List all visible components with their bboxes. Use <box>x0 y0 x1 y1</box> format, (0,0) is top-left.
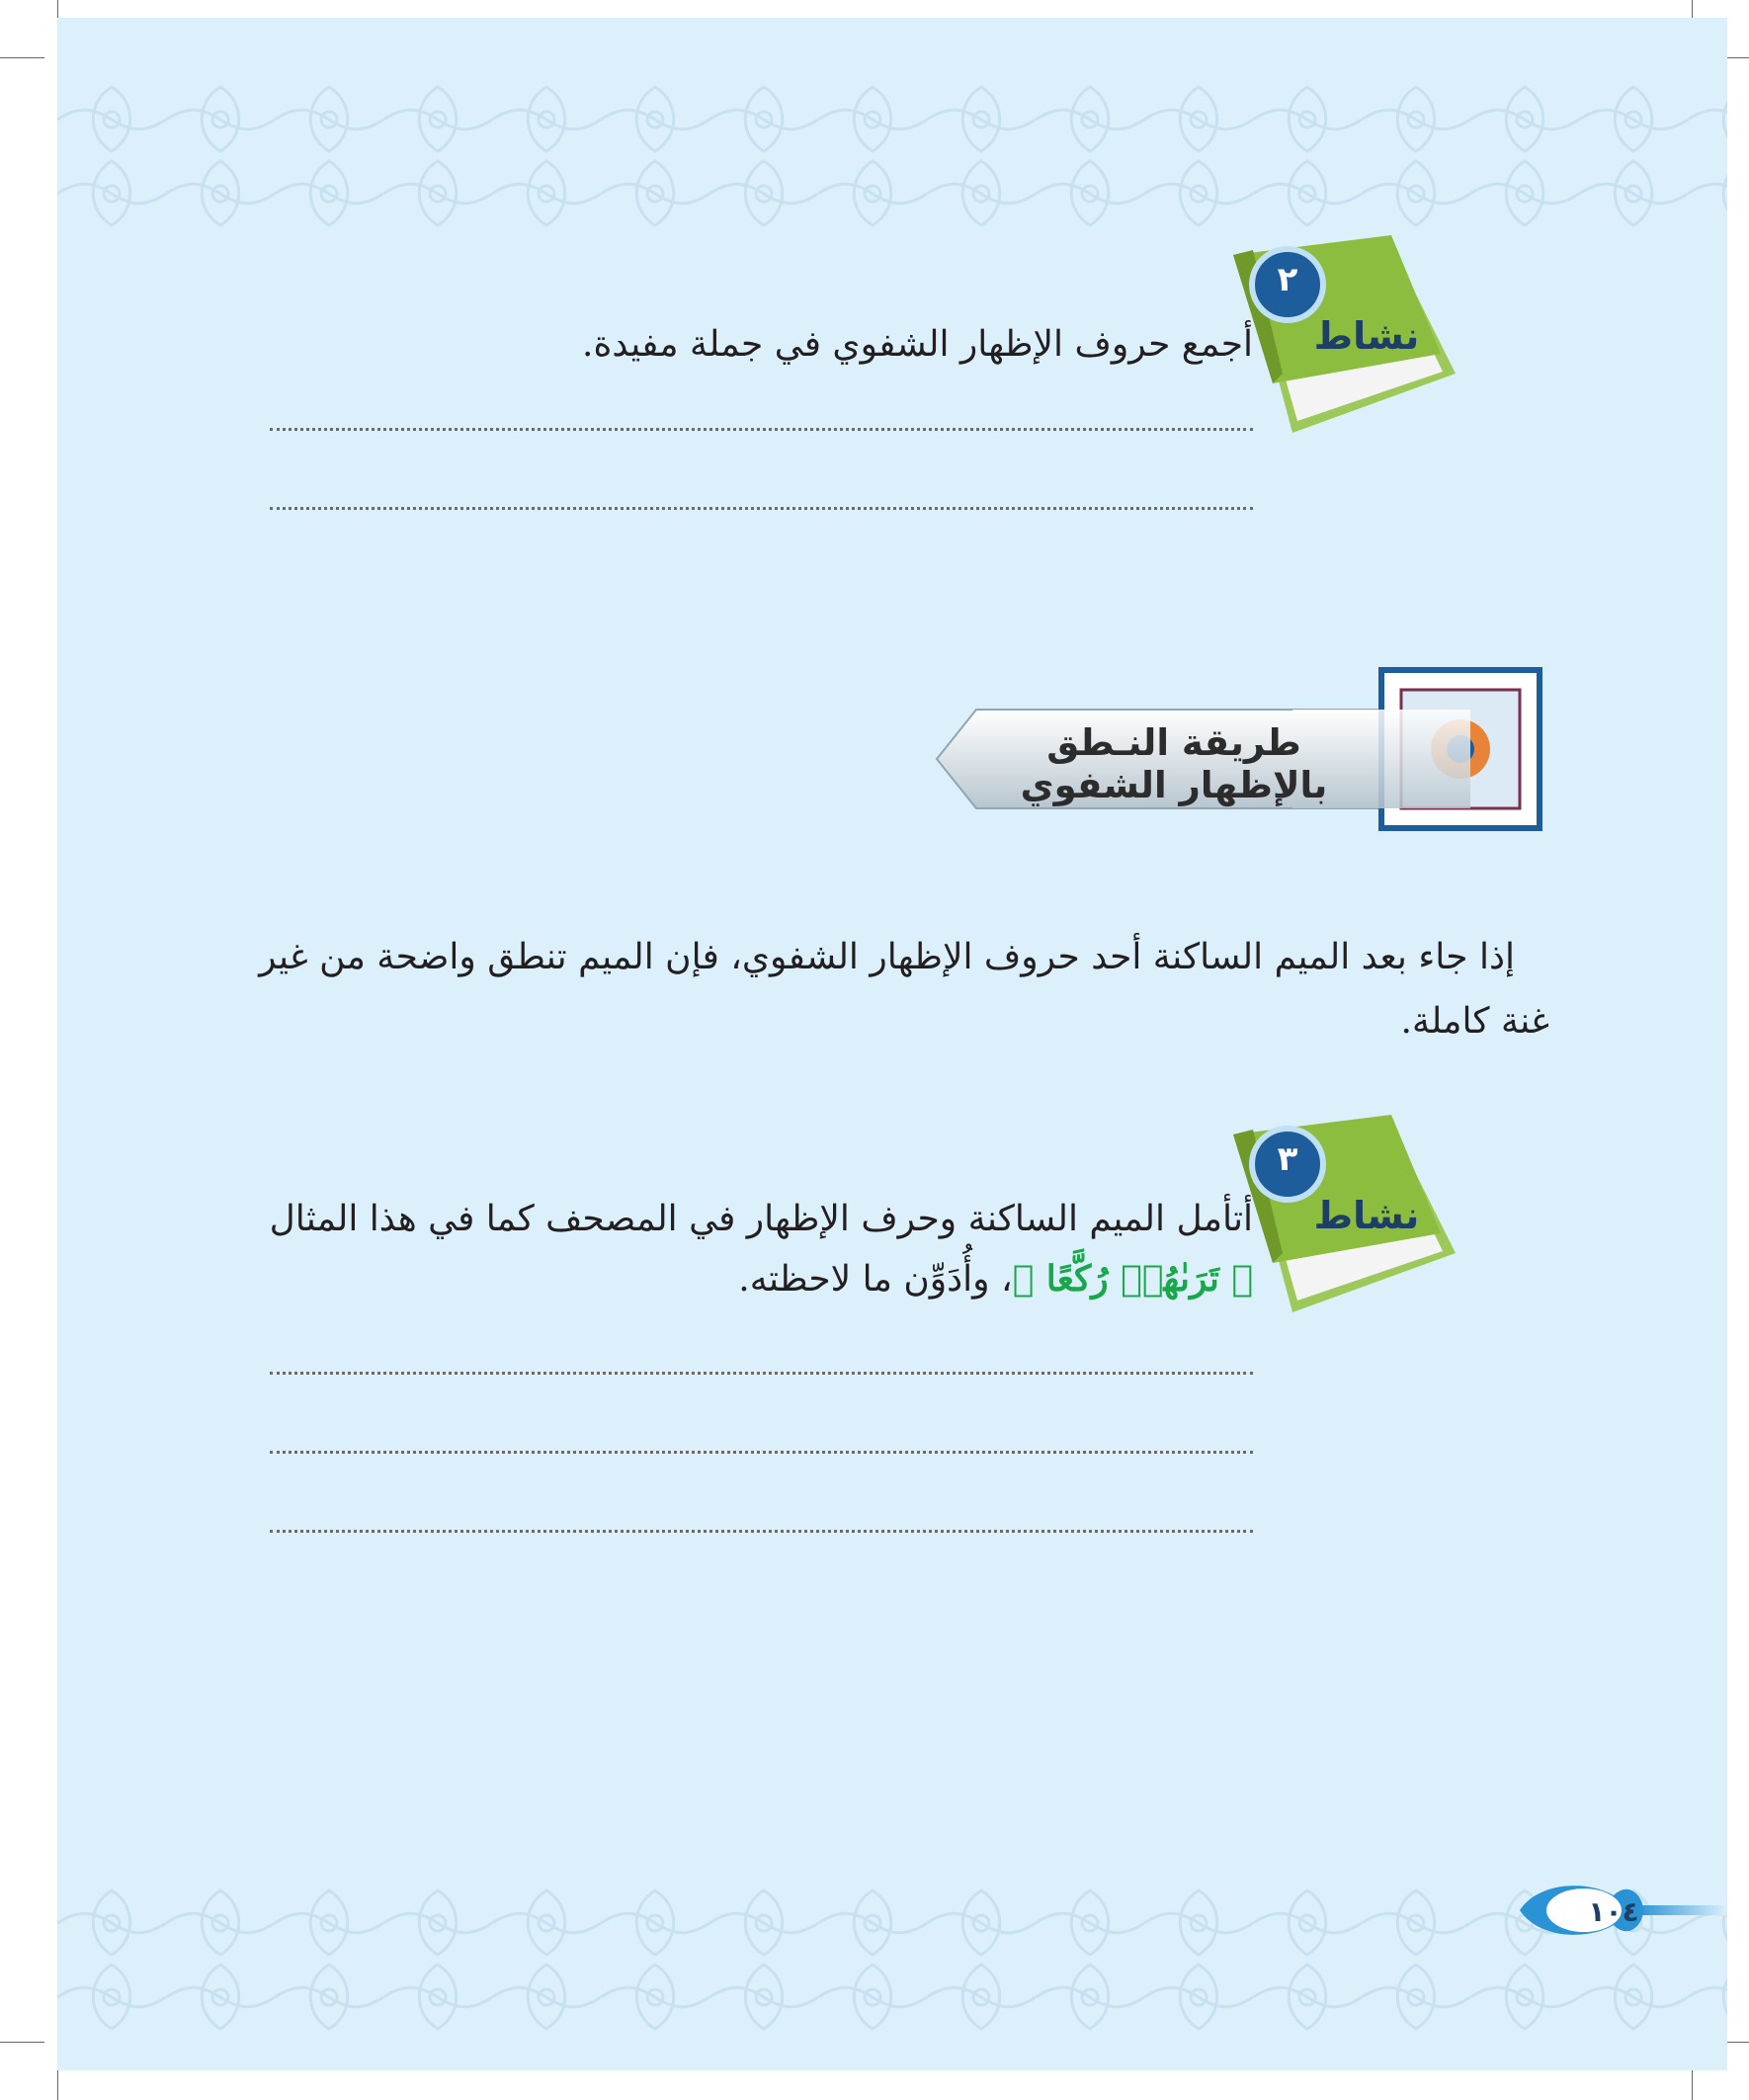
answer-line[interactable] <box>270 1372 1253 1375</box>
paragraph-line: غنة كاملة. <box>1400 1001 1549 1042</box>
activity-instruction-line <box>738 1258 1253 1300</box>
instruction-rest: ، وأُدَوِّن ما لاحظته. <box>738 1259 1013 1300</box>
activity-number: ٣ <box>1277 1139 1298 1179</box>
page <box>57 18 1727 2070</box>
answer-line[interactable] <box>270 428 1253 431</box>
ornament-band-top <box>57 82 1727 230</box>
activity-label: نشاط <box>1313 1194 1420 1237</box>
paragraph-line: إذا جاء بعد الميم الساكنة أحد حروف الإظهار الشفوي، فإن الميم تنطق واضحة من غير <box>259 937 1515 977</box>
crop-mark <box>0 2042 44 2043</box>
section-title: طريقة النـطق بالإظهار الشفوي <box>1020 721 1328 806</box>
crop-mark <box>0 57 44 58</box>
answer-line[interactable] <box>270 507 1253 510</box>
ornament-band-bottom <box>57 1886 1727 2034</box>
answer-line[interactable] <box>270 1530 1253 1533</box>
activity-number: ٢ <box>1277 260 1298 299</box>
activity-instruction: أتأمل الميم الساكنة وحرف الإظهار في المصحف كما في هذا المثال <box>269 1199 1253 1239</box>
quran-example: ﴿ تَرَىٰهُمۡ رُكَّعًا ﴾ <box>1012 1258 1253 1300</box>
activity-label: نشاط <box>1313 314 1420 358</box>
answer-line[interactable] <box>270 1451 1253 1454</box>
page-number: ١٠٤ <box>1588 1895 1639 1928</box>
activity-instruction: أجمع حروف الإظهار الشفوي في جملة مفيدة. <box>582 324 1253 365</box>
